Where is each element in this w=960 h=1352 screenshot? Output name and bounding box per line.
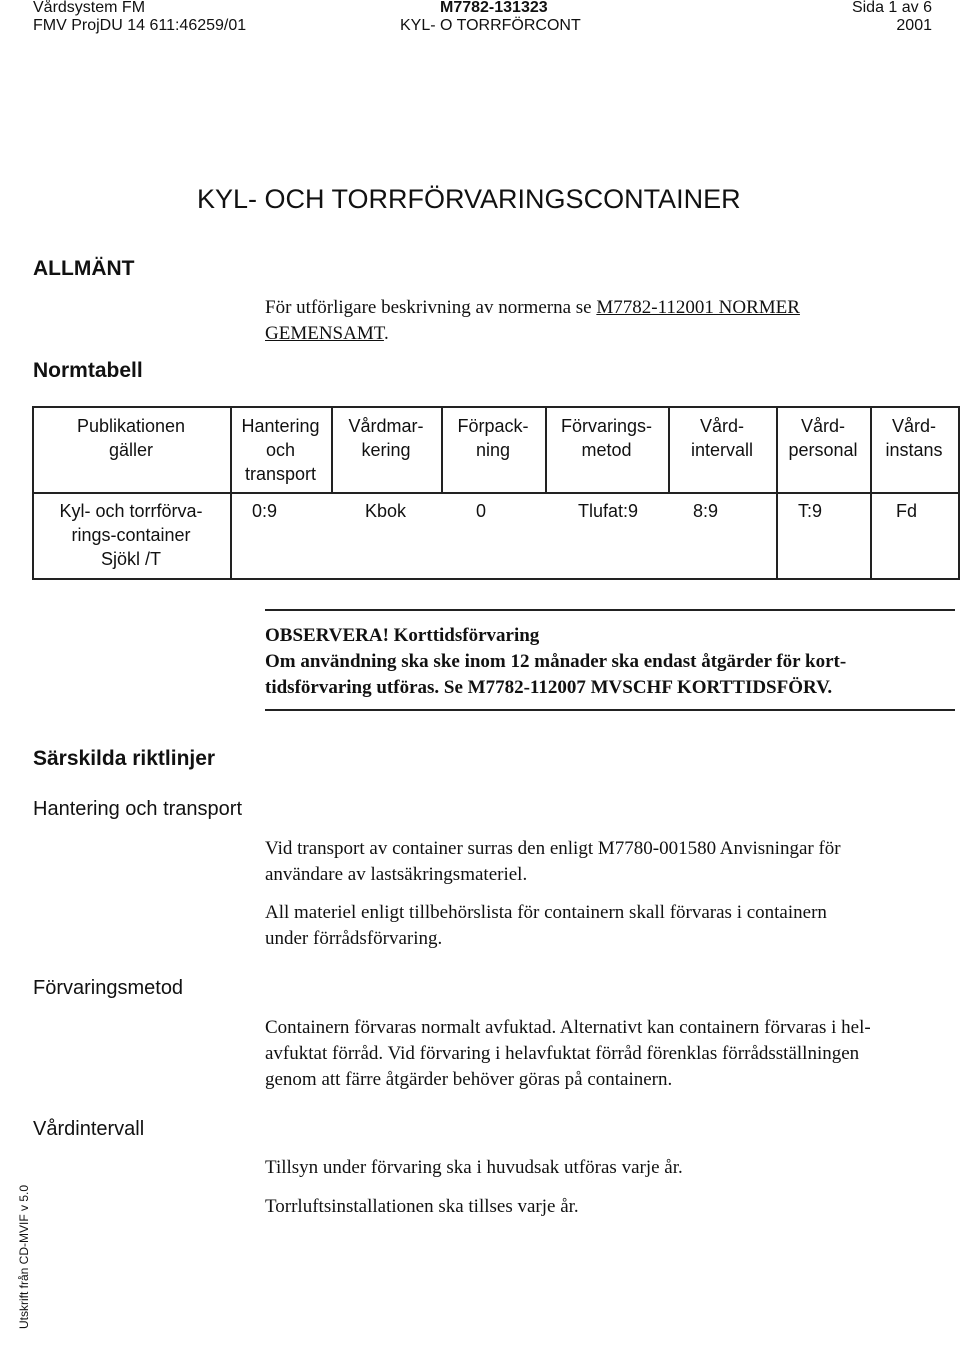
header-line: Vårdmar- bbox=[348, 416, 424, 436]
header-line: ning bbox=[475, 440, 511, 460]
hantering-p1-line2: användare av lastsäkringsmateriel. bbox=[265, 864, 528, 885]
header-line: Publikationen bbox=[76, 416, 186, 436]
vardintervall-p2: Torrluftsinstallationen ska tillses varje år. bbox=[265, 1196, 579, 1217]
table-header-vardintervall bbox=[668, 414, 776, 462]
page-title: KYL- OCH TORRFÖRVARINGSCONTAINER bbox=[197, 184, 741, 214]
table-border-bottom bbox=[32, 578, 960, 580]
allmant-text-line2 bbox=[265, 321, 389, 347]
forvaringsmetod-line1: Containern förvaras normalt avfuktad. Alternativt kan containern förvaras i hel- bbox=[265, 1017, 871, 1038]
table-value-forpackning: 0 bbox=[476, 501, 487, 521]
table-value-hantering: 0:9 bbox=[252, 501, 278, 521]
allmant-text-suffix: . bbox=[383, 323, 389, 344]
header-year: 2001 bbox=[896, 17, 932, 34]
hantering-p2-line1: All materiel enligt tillbehörslista för containern skall förvaras i containern bbox=[265, 902, 827, 923]
vardintervall-p1: Tillsyn under förvaring ska i huvudsak utföras varje år. bbox=[265, 1157, 683, 1178]
header-line: Vård- bbox=[699, 416, 744, 436]
row-label-line: Sjökl /T bbox=[100, 549, 161, 569]
row-label-line: Kyl- och torrförva- bbox=[59, 501, 203, 521]
forvaringsmetod-line3: genom att färre åtgärder behöver göras på containern. bbox=[265, 1069, 673, 1090]
header-line: instans bbox=[885, 440, 943, 460]
section-heading-riktlinjer: Särskilda riktlinjer bbox=[33, 747, 216, 770]
subheading-vardintervall: Vårdintervall bbox=[33, 1118, 145, 1140]
header-line: personal bbox=[788, 440, 858, 460]
observera-line3: tidsförvaring utföras. Se M7782-112007 MVSCHF KORTTIDSFÖRV. bbox=[265, 677, 833, 698]
header-line: gäller bbox=[108, 440, 154, 460]
table-value-vardintervall: 8:9 bbox=[693, 501, 719, 521]
header-project: FMV ProjDU 14 611:46259/01 bbox=[33, 17, 247, 34]
table-row-label bbox=[32, 499, 230, 571]
table-border-top bbox=[32, 406, 960, 408]
table-header-forpackning bbox=[441, 414, 545, 462]
forvaringsmetod-line2: avfuktat förråd. Vid förvaring i helavfuktat förråd förenklas förrådsställningen bbox=[265, 1043, 860, 1064]
allmant-text-prefix: För utförligare beskrivning av normerna se bbox=[265, 297, 597, 318]
print-source-note: Utskrift från CD-MVIF v 5.0 bbox=[17, 1184, 32, 1330]
table-value-vardpersonal: T:9 bbox=[798, 501, 823, 521]
header-line: och bbox=[265, 440, 296, 460]
normer-link-cont[interactable]: GEMENSAMT bbox=[265, 323, 384, 344]
table-header-vardpersonal bbox=[776, 414, 870, 462]
header-line: Vård- bbox=[800, 416, 845, 436]
table-header-publikationen bbox=[32, 414, 230, 462]
header-line: Förpack- bbox=[457, 416, 529, 436]
table-value-forvaringsmetod: Tlufat:9 bbox=[578, 501, 639, 521]
table-header-vardinstans bbox=[870, 414, 958, 462]
subheading-hantering: Hantering och transport bbox=[33, 798, 243, 820]
section-heading-allmant: ALLMÄNT bbox=[33, 257, 135, 280]
table-header-vardmarkering bbox=[331, 414, 441, 462]
table-header-hantering bbox=[230, 414, 331, 486]
header-doc-number: M7782-131323 bbox=[440, 0, 548, 16]
header-line: Vård- bbox=[891, 416, 936, 436]
header-system: Vårdsystem FM bbox=[33, 0, 146, 16]
header-line: intervall bbox=[690, 440, 754, 460]
header-line: kering bbox=[361, 440, 411, 460]
observera-title: OBSERVERA! Korttidsförvaring bbox=[265, 625, 540, 646]
table-value-vardinstans: Fd bbox=[896, 501, 918, 521]
table-border-right bbox=[958, 406, 960, 579]
subheading-forvaringsmetod: Förvaringsmetod bbox=[33, 977, 184, 999]
normer-link[interactable]: M7782-112001 NORMER bbox=[596, 297, 800, 318]
header-line: transport bbox=[244, 464, 317, 484]
header-line: Hantering bbox=[241, 416, 320, 436]
allmant-text bbox=[265, 295, 800, 321]
observera-bottom-rule bbox=[265, 709, 955, 711]
table-border-mid bbox=[32, 492, 960, 494]
observera-top-rule bbox=[265, 609, 955, 611]
table-value-vardmarkering: Kbok bbox=[365, 501, 407, 521]
row-label-line: rings-container bbox=[71, 525, 191, 545]
header-line: Förvarings- bbox=[560, 416, 653, 436]
hantering-p2-line2: under förrådsförvaring. bbox=[265, 928, 443, 949]
hantering-p1-line1: Vid transport av container surras den enligt M7780-001580 Anvisningar för bbox=[265, 838, 841, 859]
header-doc-title: KYL- O TORRFÖRCONT bbox=[400, 17, 581, 34]
table-header-forvaringsmetod bbox=[545, 414, 668, 462]
header-line: metod bbox=[581, 440, 632, 460]
header-page: Sida 1 av 6 bbox=[851, 0, 932, 16]
observera-line2: Om användning ska ske inom 12 månader ska endast åtgärder för kort- bbox=[265, 651, 847, 672]
section-heading-normtabell: Normtabell bbox=[33, 359, 143, 382]
